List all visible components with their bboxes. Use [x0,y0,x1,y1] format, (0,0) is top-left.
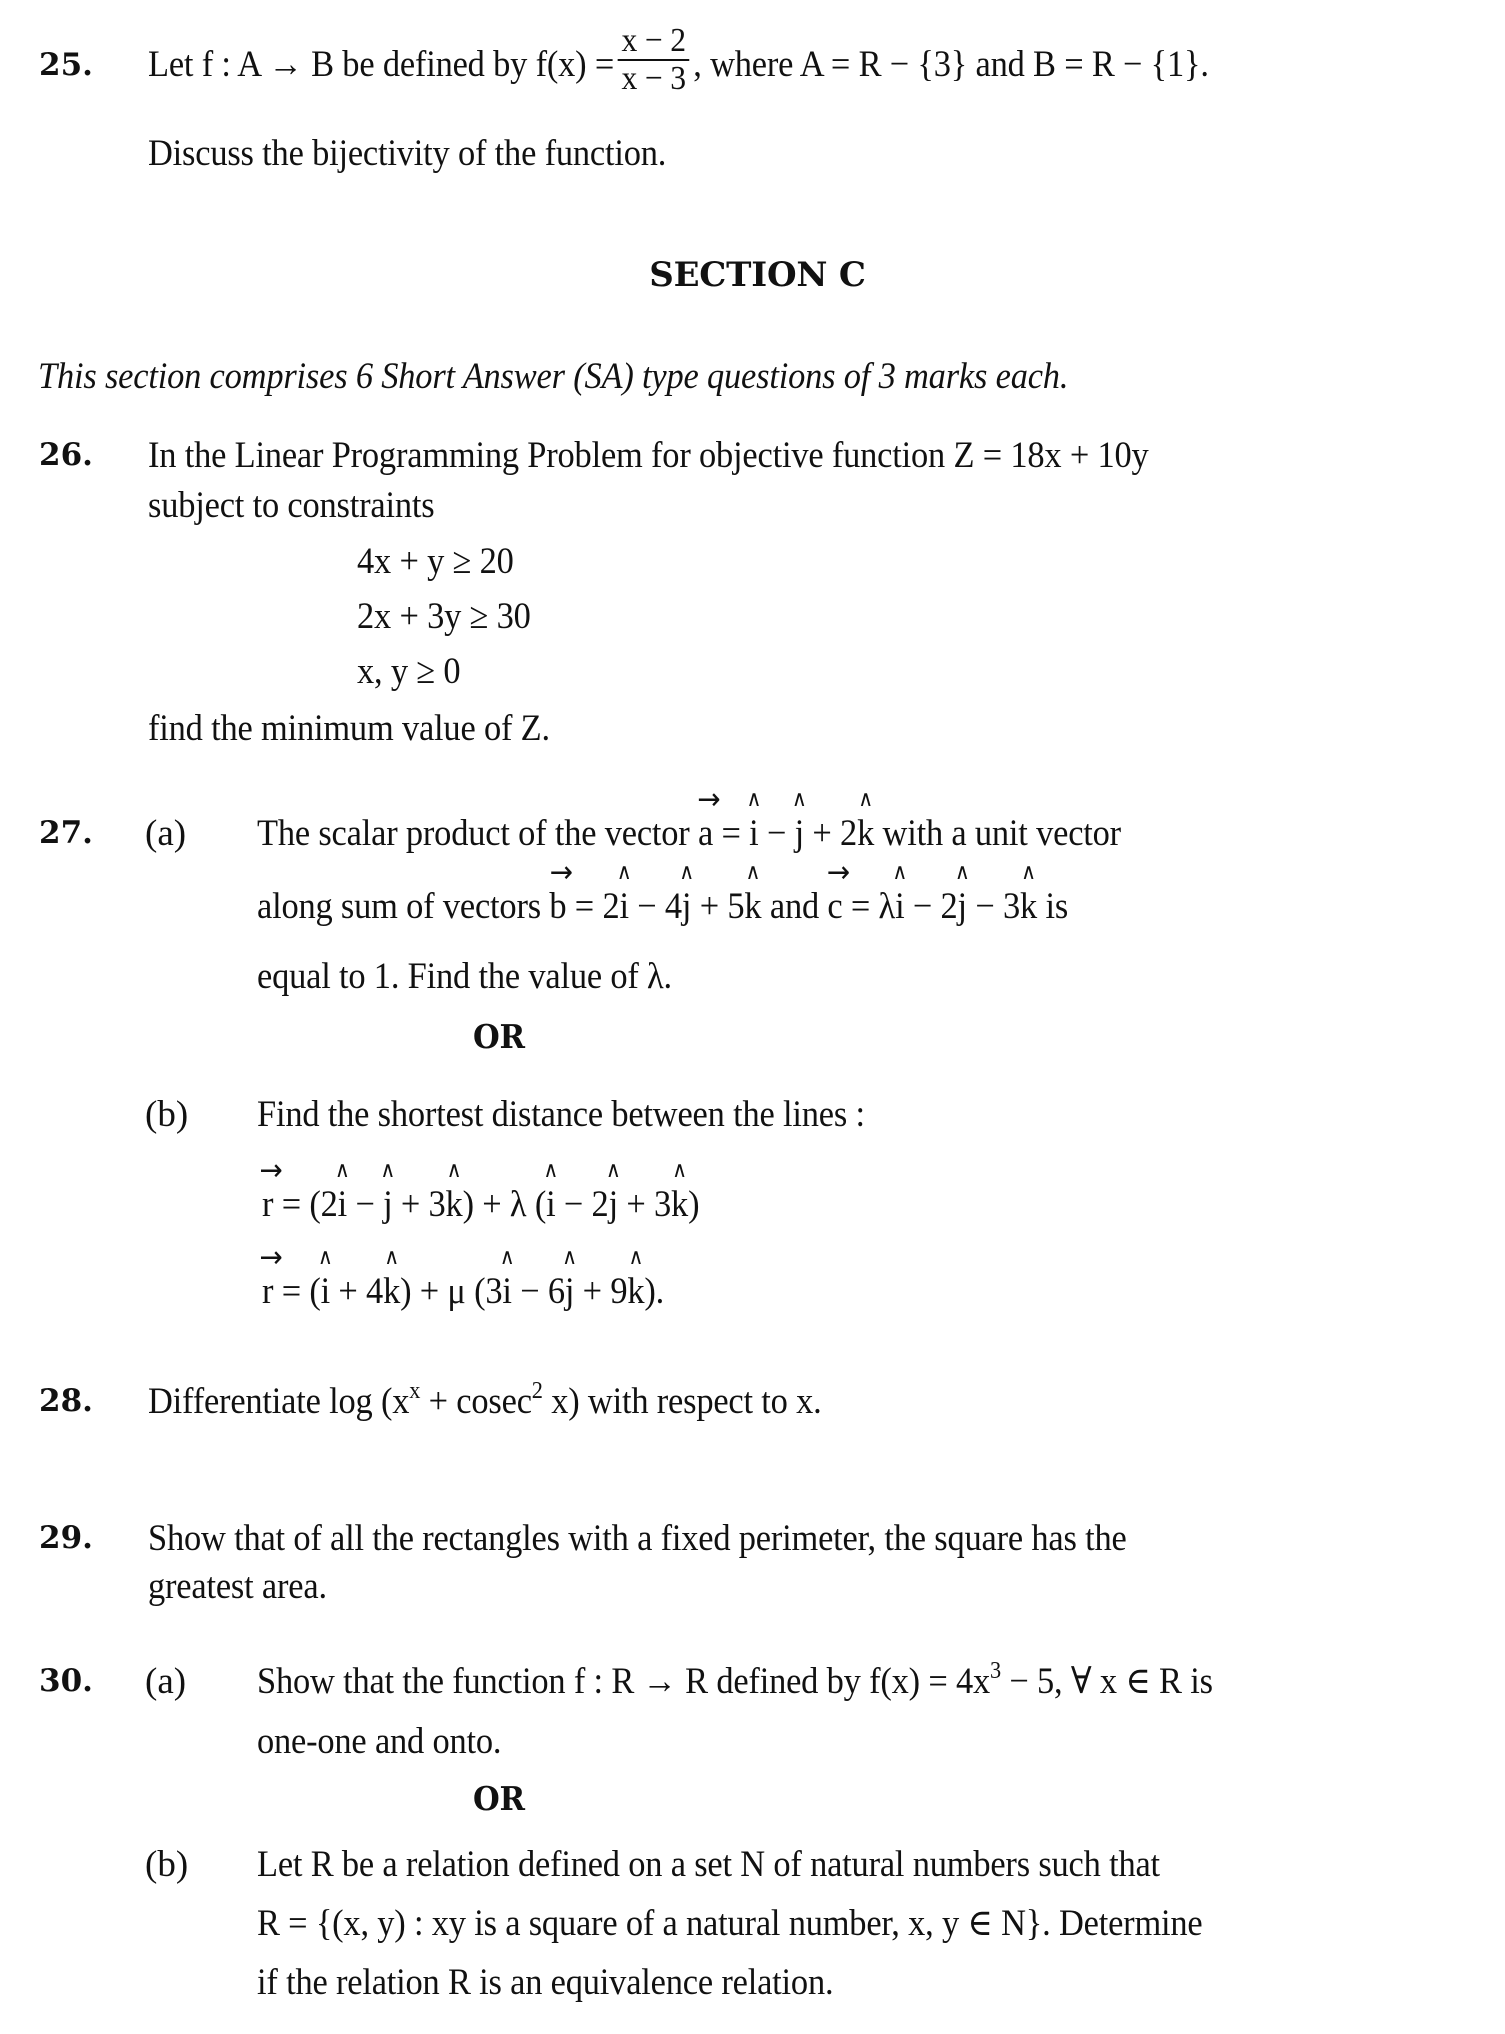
vector-a: → a [698,815,713,852]
vector-r: → r [262,1186,273,1223]
or-separator-30: OR [473,1779,525,1818]
q25-fraction [618,23,690,96]
q30a-line2: one-one and onto. [257,1721,502,1762]
q26-line1: In the Linear Programming Problem for objective function Z = 18x + 10y [148,435,1149,476]
q30-part-a-label: (a) [145,1661,187,1702]
constraint-1: 4x + y ≥ 20 [357,541,514,582]
q27b-line1: Find the shortest distance between the lines : [257,1094,865,1135]
q29-line2: greatest area. [148,1566,327,1607]
q30a-line1: Show that the function f : R → R defined by $f(x) = 4x^3 - 5$, ∀ x ∈ R is [257,1658,1213,1702]
unit-k: ∧ k [857,815,874,852]
line-equation-2: → r = (∧ i + 4∧ k) + μ (3∧ i − 6∧ j + 9∧ k). [262,1273,664,1310]
fraction-numerator: x − 2 [618,23,690,61]
q27a-line1: The scalar product of the vector → a = ∧ i − ∧ j + 2∧ k with a unit vector [257,815,1121,852]
line-equation-1: → r = (2∧ i − ∧ j + 3∧ k) + λ (∧ i − 2∧ j + 3∧ k) [262,1186,699,1223]
q27-part-a-label: (a) [145,813,187,854]
vector-r: → r [262,1273,273,1310]
or-separator-27: OR [473,1017,525,1056]
q30-part-b-label: (b) [145,1844,189,1885]
vector-b: → b [549,888,566,925]
q26-line-last: find the minimum value of Z. [148,708,550,749]
q28-line: Differentiate $\log (x^x + cosec^2$ x) with respect to x. [148,1378,822,1422]
section-instruction: This section comprises 6 Short Answer (SA) type questions of 3 marks each. [38,356,1069,397]
q25-prefix: Let f : A → B be defined by f(x) = [148,43,615,85]
q27a-line2: along sum of vectors → b = 2∧ i − 4∧ j + 5∧ k and → c = λ∧ i − 2∧ j − 3∧ k is [257,888,1068,925]
fraction-denominator: x − 3 [621,60,686,97]
constraint-3: x, y ≥ 0 [357,651,461,692]
unit-i: ∧ i [749,815,758,852]
question-number-28: 28. [39,1383,93,1419]
q25-line2: Discuss the bijectivity of the function. [148,133,667,174]
q27-part-b-label: (b) [145,1094,189,1135]
q30b-line1: Let R be a relation defined on a set N of natural numbers such that [257,1844,1160,1885]
question-number-30: 30. [39,1663,93,1699]
question-number-29: 29. [39,1520,93,1556]
constraint-2: 2x + 3y ≥ 30 [357,596,531,637]
section-title: SECTION C [649,255,866,295]
question-number-26: 26. [39,437,93,473]
vector-c: → c [827,888,842,925]
q29-line1: Show that of all the rectangles with a fixed perimeter, the square has the [148,1518,1127,1559]
q30b-line3: if the relation R is an equivalence relation. [257,1962,834,2003]
q27a-line3: equal to 1. Find the value of λ. [257,956,672,997]
q25-line1 [148,14,1209,114]
unit-j: ∧ j [795,815,804,852]
question-number-25: 25. [39,47,93,83]
question-number-27: 27. [39,815,93,851]
q25-suffix: , where A = R − {3} and B = R − {1}. [693,43,1209,85]
q30b-line2: R = {(x, y) : xy is a square of a natural number, x, y ∈ N}. Determine [257,1903,1203,1944]
q26-line2: subject to constraints [148,485,435,526]
